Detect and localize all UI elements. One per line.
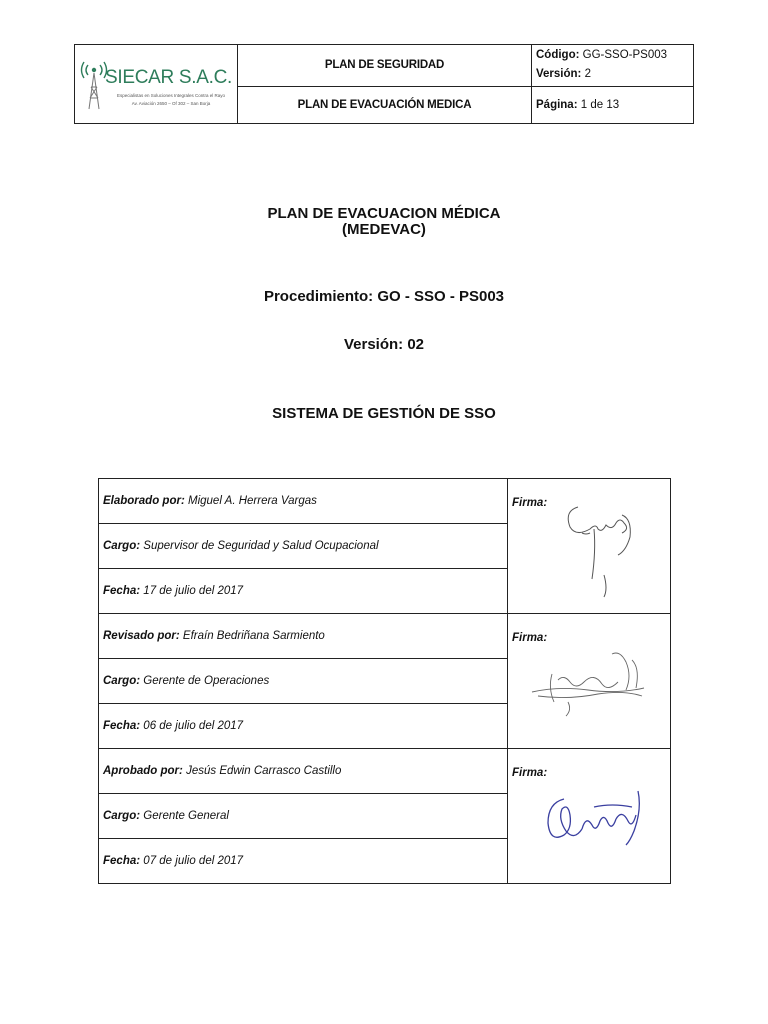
pagina-value: 1 de 13 bbox=[580, 98, 620, 111]
main-title-line1: PLAN DE EVACUACION MÉDICA bbox=[267, 205, 501, 222]
version-label: Versión: bbox=[536, 68, 582, 81]
cargo-value-1: Supervisor de Seguridad y Salud Ocupacional bbox=[143, 540, 379, 552]
doc-subtitle: PLAN DE EVACUACIÓN MEDICA bbox=[238, 86, 532, 123]
procedure-code: Procedimiento: GO - SSO - PS003 bbox=[263, 288, 505, 305]
firma-label: Firma bbox=[512, 632, 544, 644]
signature-elaborado bbox=[560, 493, 650, 603]
elaborado-por-name: Miguel A. Herrera Vargas bbox=[188, 495, 317, 507]
fecha-value-3: 07 de julio del 2017 bbox=[143, 855, 244, 867]
fecha-field-2: Fecha: 06 de julio del 2017 bbox=[99, 704, 508, 749]
firma-cell-1: Firma: bbox=[508, 479, 671, 614]
firma-label: Firma bbox=[512, 767, 544, 779]
firma-cell-2: Firma: bbox=[508, 614, 671, 749]
fecha-value-2: 06 de julio del 2017 bbox=[143, 720, 244, 732]
firma-label: Firma bbox=[512, 497, 544, 509]
main-title bbox=[0, 206, 768, 238]
cargo-field-1: Cargo: Supervisor de Seguridad y Salud Ocupacional bbox=[99, 524, 508, 569]
codigo-value: GG-SSO-PS003 bbox=[582, 49, 668, 62]
document-header bbox=[74, 44, 694, 124]
page-cell bbox=[532, 86, 694, 123]
version-value: 2 bbox=[584, 68, 591, 81]
cargo-value-2: Gerente de Operaciones bbox=[143, 675, 270, 687]
fecha-field-1: Fecha: 17 de julio del 2017 bbox=[99, 569, 508, 614]
doc-title: PLAN DE SEGURIDAD bbox=[238, 45, 532, 87]
version-heading: Versión: 02 bbox=[343, 336, 425, 353]
main-title-line2: (MEDEVAC) bbox=[342, 221, 426, 238]
aprobado-por-field: Aprobado por: Jesús Edwin Carrasco Castillo bbox=[99, 749, 508, 794]
revisado-por-field: Revisado por: Efraín Bedriñana Sarmiento bbox=[99, 614, 508, 659]
system-heading: SISTEMA DE GESTIÓN DE SSO bbox=[272, 405, 496, 422]
approval-table bbox=[98, 478, 671, 884]
aprobado-por-name: Jesús Edwin Carrasco Castillo bbox=[186, 765, 342, 777]
codigo-label: Código: bbox=[536, 49, 580, 62]
logo-cell bbox=[75, 45, 238, 124]
elaborado-por-field: Elaborado por: Miguel A. Herrera Vargas bbox=[99, 479, 508, 524]
pagina-label: Página: bbox=[536, 98, 578, 111]
firma-cell-3: Firma: bbox=[508, 749, 671, 884]
company-logo bbox=[75, 45, 237, 123]
code-version-cell bbox=[532, 45, 694, 87]
company-tagline: Especialistas en Soluciones Integrales Contra el Rayo bbox=[116, 93, 226, 98]
cargo-value-3: Gerente General bbox=[143, 810, 229, 822]
cargo-field-2: Cargo: Gerente de Operaciones bbox=[99, 659, 508, 704]
fecha-field-3: Fecha: 07 de julio del 2017 bbox=[99, 839, 508, 884]
fecha-value-1: 17 de julio del 2017 bbox=[143, 585, 244, 597]
cargo-field-3: Cargo: Gerente General bbox=[99, 794, 508, 839]
company-name: SIECAR S.A.C. bbox=[105, 67, 233, 88]
signature-revisado bbox=[528, 644, 648, 724]
company-address: Av. Aviación 2650 – Of 302 – San Borja bbox=[131, 101, 211, 106]
signature-aprobado bbox=[542, 785, 652, 855]
revisado-por-name: Efraín Bedriñana Sarmiento bbox=[182, 630, 325, 642]
